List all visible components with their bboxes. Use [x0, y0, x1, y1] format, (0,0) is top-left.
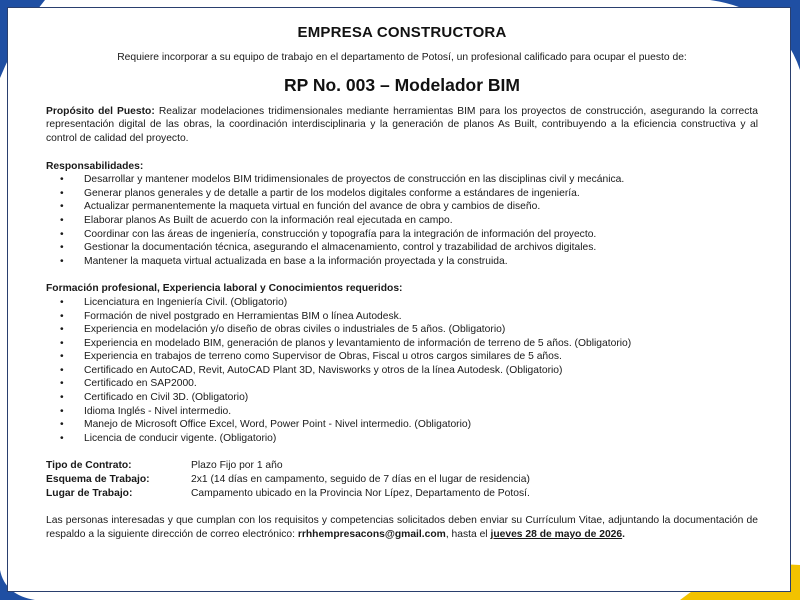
list-item — [46, 364, 758, 378]
requirement-text: Certificado en AutoCAD, Revit, AutoCAD Plant 3D, Navisworks y otros de la línea Autodesk. (Obligatorio) — [84, 364, 563, 376]
bullet: • — [60, 174, 64, 186]
responsibility-text: Elaborar planos As Built de acuerdo con la información real ejecutada en campo. — [84, 214, 453, 226]
list-item — [46, 255, 758, 269]
closing-paragraph — [46, 514, 758, 541]
intro-text: Requiere incorporar a su equipo de trabajo en el departamento de Potosí, un profesional calificado para ocupar el puesto de: — [117, 51, 687, 63]
bullet: • — [60, 296, 64, 308]
term-row-work-location — [46, 487, 758, 501]
list-item — [46, 310, 758, 324]
requirement-text: Experiencia en trabajos de terreno como Supervisor de Obras, Fiscal u otros cargos similares de 5 años. — [84, 351, 562, 363]
bullet: • — [60, 337, 64, 349]
requirements-list — [46, 296, 758, 446]
bullet: • — [60, 419, 64, 431]
list-item — [46, 377, 758, 391]
responsibility-text: Desarrollar y mantener modelos BIM tridimensionales de proyectos de construcción en las disciplinas civil y mecánica. — [84, 174, 625, 186]
bullet: • — [60, 324, 64, 336]
term-value: 2x1 (14 días en campamento, seguido de 7 días en el lugar de residencia) — [191, 474, 530, 486]
term-label: Tipo de Contrato: — [46, 460, 132, 472]
bullet: • — [60, 201, 64, 213]
purpose-text: Realizar modelaciones tridimensionales mediante herramientas BIM para los proyectos de construcción, asegurando la correcta representación digital de las obras, la coordinación interdisciplinaria y la generación de planos As Built, contribuyendo a la eficiencia constructiva y al control de calidad del proyecto. — [46, 105, 758, 144]
responsibilities-list — [46, 173, 758, 268]
requirement-text: Idioma Inglés - Nivel intermedio. — [84, 405, 232, 417]
requirement-text: Certificado en Civil 3D. (Obligatorio) — [84, 392, 249, 404]
purpose-paragraph — [46, 105, 758, 146]
list-item — [46, 432, 758, 446]
term-label: Lugar de Trabajo: — [46, 487, 133, 499]
company-name: EMPRESA CONSTRUCTORA — [297, 24, 507, 41]
closing-middle: , hasta el — [445, 528, 491, 540]
bullet: • — [60, 378, 64, 390]
closing-end: . — [622, 528, 625, 540]
requirement-text: Licencia de conducir vigente. (Obligatorio) — [84, 432, 277, 444]
term-row-work-schedule — [46, 473, 758, 487]
responsibility-text: Mantener la maqueta virtual actualizada en base a la información proyectada y la construida. — [84, 255, 508, 267]
responsibility-text: Coordinar con las áreas de ingeniería, construcción y topografía para la integración de información del proyecto. — [84, 228, 597, 240]
requirement-text: Experiencia en modelación y/o diseño de obras civiles o industriales de 5 años. (Obligatorio) — [84, 324, 506, 336]
list-item — [46, 405, 758, 419]
bullet: • — [60, 255, 64, 267]
bullet: • — [60, 432, 64, 444]
bullet: • — [60, 351, 64, 363]
responsibilities-section — [46, 160, 758, 269]
requirement-text: Experiencia en modelado BIM, generación de planos y levantamiento de información de terreno de 5 años. (Obligatorio) — [84, 337, 632, 349]
list-item — [46, 187, 758, 201]
requirement-text: Formación de nivel postgrado en Herramientas BIM o línea Autodesk. — [84, 310, 402, 322]
bullet: • — [60, 405, 64, 417]
bullet: • — [60, 214, 64, 226]
term-value: Plazo Fijo por 1 año — [191, 460, 283, 472]
contract-terms — [46, 459, 758, 500]
responsibilities-title: Responsabilidades: — [46, 160, 144, 172]
bullet: • — [60, 392, 64, 404]
list-item — [46, 418, 758, 432]
list-item — [46, 323, 758, 337]
position-title: RP No. 003 – Modelador BIM — [284, 75, 520, 96]
bullet: • — [60, 228, 64, 240]
responsibility-text: Actualizar permanentemente la maqueta virtual en función del avance de obra y cambios de diseño. — [84, 201, 541, 213]
bullet: • — [60, 242, 64, 254]
deadline-date: jueves 28 de mayo de 2026 — [490, 528, 623, 540]
job-posting — [46, 0, 758, 541]
list-item — [46, 214, 758, 228]
term-row-contract-type — [46, 459, 758, 473]
list-item — [46, 228, 758, 242]
closing-text: Las personas interesadas y que cumplan con los requisitos y competencias solicitados deben enviar su Currículum Vitae, adjuntando la documentación de respaldo a la siguiente dirección de correo electrónico: — [46, 515, 758, 540]
list-item — [46, 350, 758, 364]
list-item — [46, 296, 758, 310]
responsibility-text: Gestionar la documentación técnica, asegurando el almacenamiento, control y trazabilidad de archivos digitales. — [84, 242, 597, 254]
bullet: • — [60, 364, 64, 376]
requirement-text: Manejo de Microsoft Office Excel, Word, Power Point - Nivel intermedio. (Obligatorio) — [84, 419, 472, 431]
list-item — [46, 241, 758, 255]
requirement-text: Certificado en SAP2000. — [84, 378, 197, 390]
list-item — [46, 337, 758, 351]
requirements-title: Formación profesional, Experiencia laboral y Conocimientos requeridos: — [46, 283, 403, 295]
list-item — [46, 200, 758, 214]
term-value: Campamento ubicado en la Provincia Nor Lípez, Departamento de Potosí. — [191, 487, 530, 499]
list-item — [46, 173, 758, 187]
list-item — [46, 391, 758, 405]
bullet: • — [60, 310, 64, 322]
bullet: • — [60, 187, 64, 199]
requirement-text: Licenciatura en Ingeniería Civil. (Obligatorio) — [84, 296, 288, 308]
requirements-section — [46, 282, 758, 445]
term-label: Esquema de Trabajo: — [46, 474, 150, 486]
responsibility-text: Generar planos generales y de detalle a partir de los modelos digitales conforme a estándares de ingeniería. — [84, 187, 580, 199]
purpose-label: Propósito del Puesto: — [46, 105, 155, 117]
contact-email: rrhhempresacons@gmail.com — [297, 528, 446, 540]
